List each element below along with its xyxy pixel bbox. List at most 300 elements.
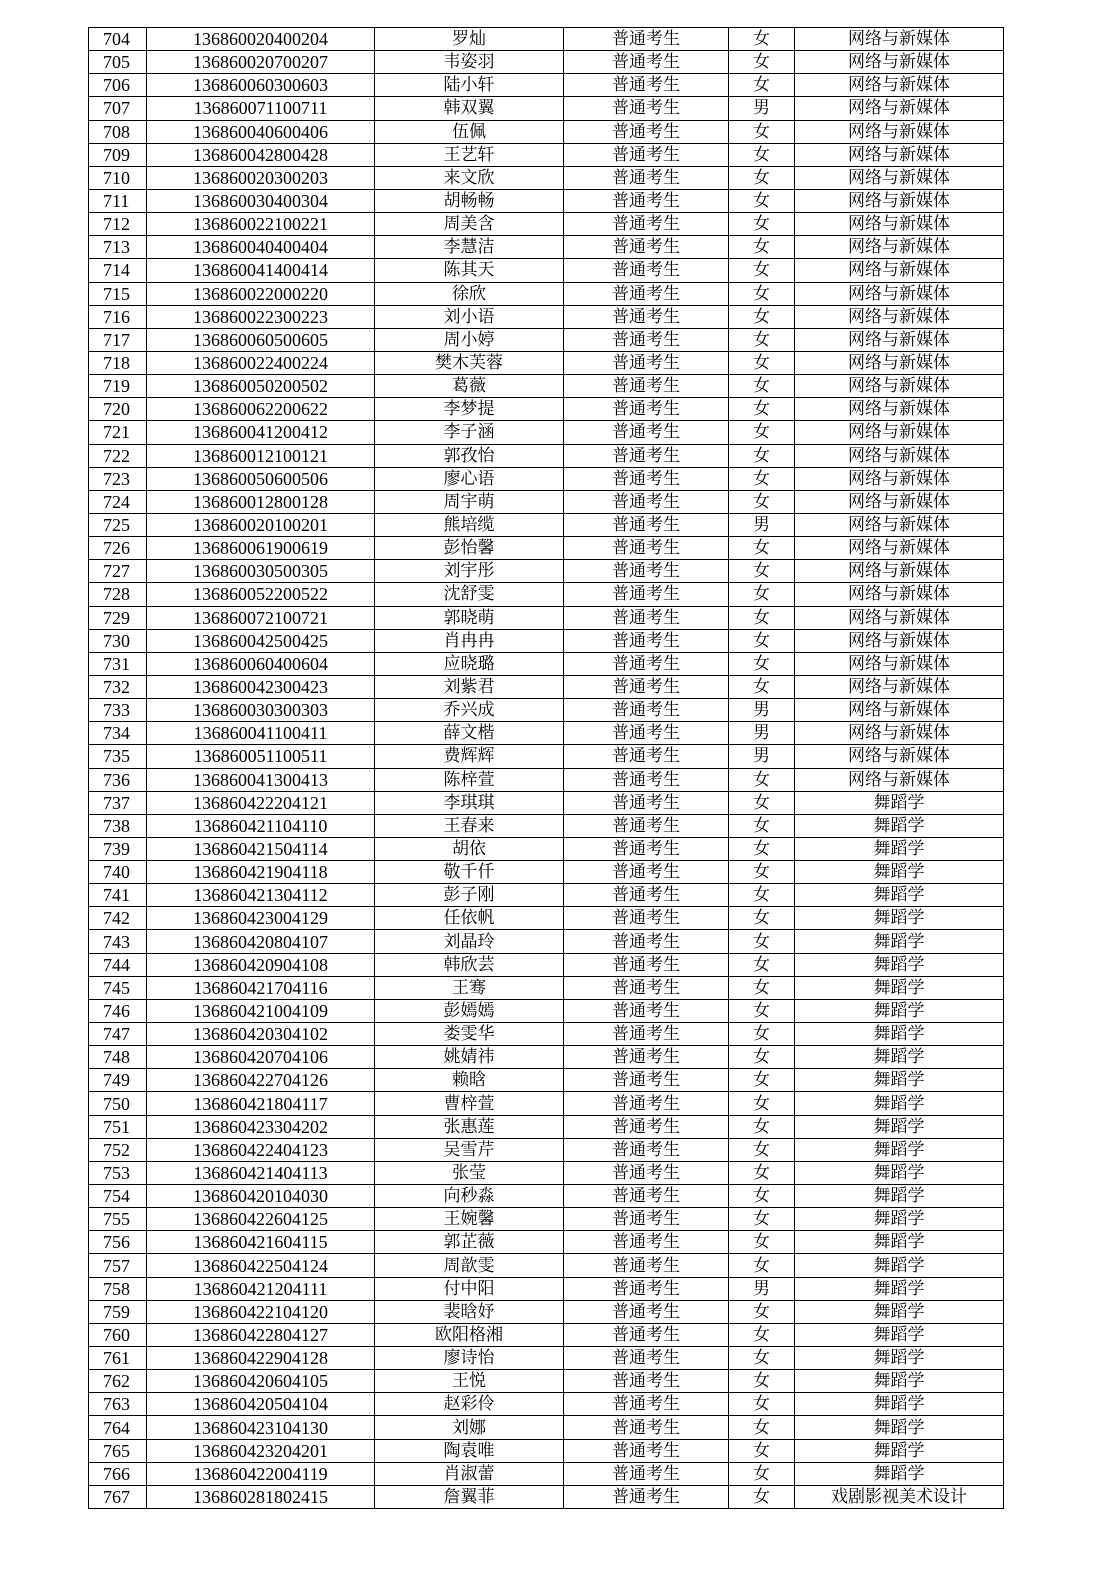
table-row	[89, 675, 1004, 698]
exam-id-cell: 136860421004109	[147, 999, 375, 1022]
row-number-cell: 759	[89, 1300, 147, 1323]
major-cell: 舞蹈学	[795, 907, 1004, 930]
row-number-cell: 741	[89, 884, 147, 907]
table-row	[89, 351, 1004, 374]
gender-cell: 女	[729, 74, 795, 97]
candidate-type-cell: 普通考生	[564, 791, 729, 814]
row-number-cell: 711	[89, 189, 147, 212]
student-name-cell: 彭子刚	[375, 884, 564, 907]
major-cell: 网络与新媒体	[795, 259, 1004, 282]
gender-cell: 女	[729, 652, 795, 675]
table-row	[89, 1231, 1004, 1254]
candidate-type-cell: 普通考生	[564, 305, 729, 328]
gender-cell: 女	[729, 490, 795, 513]
table-row	[89, 1069, 1004, 1092]
exam-id-cell: 136860420504104	[147, 1393, 375, 1416]
student-name-cell: 王婉馨	[375, 1208, 564, 1231]
candidate-type-cell: 普通考生	[564, 120, 729, 143]
student-name-cell: 韩双翼	[375, 97, 564, 120]
row-number-cell: 737	[89, 791, 147, 814]
student-name-cell: 李琪琪	[375, 791, 564, 814]
row-number-cell: 729	[89, 606, 147, 629]
major-cell: 舞蹈学	[795, 1115, 1004, 1138]
student-name-cell: 韩欣芸	[375, 953, 564, 976]
row-number-cell: 723	[89, 467, 147, 490]
row-number-cell: 744	[89, 953, 147, 976]
table-row	[89, 652, 1004, 675]
major-cell: 网络与新媒体	[795, 606, 1004, 629]
exam-id-cell: 136860421204111	[147, 1277, 375, 1300]
gender-cell: 女	[729, 884, 795, 907]
table-row	[89, 629, 1004, 652]
row-number-cell: 707	[89, 97, 147, 120]
student-name-cell: 乔兴成	[375, 699, 564, 722]
table-row	[89, 513, 1004, 536]
table-row	[89, 398, 1004, 421]
major-cell: 舞蹈学	[795, 1300, 1004, 1323]
gender-cell: 女	[729, 444, 795, 467]
student-name-cell: 罗灿	[375, 28, 564, 51]
major-cell: 网络与新媒体	[795, 143, 1004, 166]
row-number-cell: 719	[89, 375, 147, 398]
table-row	[89, 1092, 1004, 1115]
student-name-cell: 刘娜	[375, 1416, 564, 1439]
candidate-type-cell: 普通考生	[564, 143, 729, 166]
gender-cell: 男	[729, 722, 795, 745]
exam-id-cell: 136860421504114	[147, 837, 375, 860]
table-row	[89, 1185, 1004, 1208]
candidate-type-cell: 普通考生	[564, 1485, 729, 1508]
row-number-cell: 740	[89, 861, 147, 884]
exam-id-cell: 136860041300413	[147, 768, 375, 791]
gender-cell: 女	[729, 976, 795, 999]
gender-cell: 女	[729, 213, 795, 236]
exam-id-cell: 136860020300203	[147, 166, 375, 189]
row-number-cell: 731	[89, 652, 147, 675]
exam-id-cell: 136860422504124	[147, 1254, 375, 1277]
student-name-cell: 彭嫣嫣	[375, 999, 564, 1022]
major-cell: 舞蹈学	[795, 861, 1004, 884]
table-row	[89, 699, 1004, 722]
gender-cell: 女	[729, 375, 795, 398]
gender-cell: 女	[729, 1208, 795, 1231]
student-name-cell: 刘宇彤	[375, 560, 564, 583]
candidate-type-cell: 普通考生	[564, 328, 729, 351]
student-name-cell: 葛薇	[375, 375, 564, 398]
row-number-cell: 730	[89, 629, 147, 652]
candidate-type-cell: 普通考生	[564, 1092, 729, 1115]
row-number-cell: 747	[89, 1023, 147, 1046]
row-number-cell: 746	[89, 999, 147, 1022]
table-row	[89, 976, 1004, 999]
exam-id-cell: 136860022400224	[147, 351, 375, 374]
admission-list-sheet	[88, 27, 1003, 1509]
major-cell: 舞蹈学	[795, 1023, 1004, 1046]
student-name-cell: 吴雪芹	[375, 1138, 564, 1161]
row-number-cell: 748	[89, 1046, 147, 1069]
candidate-type-cell: 普通考生	[564, 675, 729, 698]
major-cell: 网络与新媒体	[795, 444, 1004, 467]
gender-cell: 女	[729, 1046, 795, 1069]
gender-cell: 女	[729, 143, 795, 166]
table-row	[89, 1370, 1004, 1393]
major-cell: 网络与新媒体	[795, 768, 1004, 791]
major-cell: 网络与新媒体	[795, 398, 1004, 421]
table-row	[89, 907, 1004, 930]
row-number-cell: 715	[89, 282, 147, 305]
candidate-type-cell: 普通考生	[564, 907, 729, 930]
candidate-type-cell: 普通考生	[564, 467, 729, 490]
student-name-cell: 郭孜怡	[375, 444, 564, 467]
row-number-cell: 764	[89, 1416, 147, 1439]
exam-id-cell: 136860030400304	[147, 189, 375, 212]
candidate-type-cell: 普通考生	[564, 1046, 729, 1069]
exam-id-cell: 136860422004119	[147, 1462, 375, 1485]
gender-cell: 女	[729, 1115, 795, 1138]
student-name-cell: 周小婷	[375, 328, 564, 351]
row-number-cell: 756	[89, 1231, 147, 1254]
candidate-type-cell: 普通考生	[564, 699, 729, 722]
table-row	[89, 490, 1004, 513]
gender-cell: 女	[729, 1023, 795, 1046]
exam-id-cell: 136860041200412	[147, 421, 375, 444]
row-number-cell: 710	[89, 166, 147, 189]
gender-cell: 男	[729, 97, 795, 120]
candidate-type-cell: 普通考生	[564, 1347, 729, 1370]
gender-cell: 女	[729, 1462, 795, 1485]
gender-cell: 女	[729, 1069, 795, 1092]
row-number-cell: 713	[89, 236, 147, 259]
candidate-type-cell: 普通考生	[564, 861, 729, 884]
candidate-type-cell: 普通考生	[564, 51, 729, 74]
table-row	[89, 375, 1004, 398]
exam-id-cell: 136860422204121	[147, 791, 375, 814]
student-name-cell: 熊培缆	[375, 513, 564, 536]
candidate-type-cell: 普通考生	[564, 259, 729, 282]
table-row	[89, 236, 1004, 259]
gender-cell: 女	[729, 1393, 795, 1416]
candidate-type-cell: 普通考生	[564, 166, 729, 189]
gender-cell: 女	[729, 467, 795, 490]
table-row	[89, 745, 1004, 768]
row-number-cell: 716	[89, 305, 147, 328]
table-row	[89, 1300, 1004, 1323]
major-cell: 舞蹈学	[795, 1254, 1004, 1277]
gender-cell: 女	[729, 1138, 795, 1161]
table-body	[89, 28, 1004, 1509]
gender-cell: 女	[729, 305, 795, 328]
exam-id-cell: 136860421604115	[147, 1231, 375, 1254]
student-name-cell: 陆小轩	[375, 74, 564, 97]
gender-cell: 女	[729, 398, 795, 421]
exam-id-cell: 136860421104110	[147, 814, 375, 837]
major-cell: 网络与新媒体	[795, 120, 1004, 143]
student-name-cell: 韦姿羽	[375, 51, 564, 74]
gender-cell: 女	[729, 606, 795, 629]
major-cell: 网络与新媒体	[795, 375, 1004, 398]
table-row	[89, 444, 1004, 467]
student-name-cell: 欧阳格湘	[375, 1323, 564, 1346]
row-number-cell: 732	[89, 675, 147, 698]
student-name-cell: 詹翼菲	[375, 1485, 564, 1508]
table-row	[89, 560, 1004, 583]
gender-cell: 女	[729, 1300, 795, 1323]
row-number-cell: 705	[89, 51, 147, 74]
student-name-cell: 张莹	[375, 1161, 564, 1184]
major-cell: 网络与新媒体	[795, 652, 1004, 675]
exam-id-cell: 136860423204201	[147, 1439, 375, 1462]
gender-cell: 女	[729, 1416, 795, 1439]
exam-id-cell: 136860020400204	[147, 28, 375, 51]
exam-id-cell: 136860420604105	[147, 1370, 375, 1393]
student-name-cell: 李子涵	[375, 421, 564, 444]
student-name-cell: 刘晶玲	[375, 930, 564, 953]
table-row	[89, 768, 1004, 791]
student-name-cell: 李慧洁	[375, 236, 564, 259]
row-number-cell: 751	[89, 1115, 147, 1138]
candidate-type-cell: 普通考生	[564, 74, 729, 97]
table-row	[89, 213, 1004, 236]
candidate-type-cell: 普通考生	[564, 282, 729, 305]
table-row	[89, 1439, 1004, 1462]
row-number-cell: 712	[89, 213, 147, 236]
exam-id-cell: 136860281802415	[147, 1485, 375, 1508]
table-row	[89, 722, 1004, 745]
exam-id-cell: 136860420304102	[147, 1023, 375, 1046]
exam-id-cell: 136860022100221	[147, 213, 375, 236]
student-name-cell: 周美含	[375, 213, 564, 236]
row-number-cell: 718	[89, 351, 147, 374]
row-number-cell: 706	[89, 74, 147, 97]
table-row	[89, 1254, 1004, 1277]
row-number-cell: 714	[89, 259, 147, 282]
row-number-cell: 752	[89, 1138, 147, 1161]
candidate-type-cell: 普通考生	[564, 1416, 729, 1439]
row-number-cell: 728	[89, 583, 147, 606]
exam-id-cell: 136860022300223	[147, 305, 375, 328]
exam-id-cell: 136860042300423	[147, 675, 375, 698]
gender-cell: 女	[729, 953, 795, 976]
candidate-type-cell: 普通考生	[564, 1323, 729, 1346]
admission-table	[88, 27, 1004, 1509]
candidate-type-cell: 普通考生	[564, 953, 729, 976]
exam-id-cell: 136860423104130	[147, 1416, 375, 1439]
row-number-cell: 721	[89, 421, 147, 444]
student-name-cell: 徐欣	[375, 282, 564, 305]
student-name-cell: 李梦提	[375, 398, 564, 421]
gender-cell: 女	[729, 166, 795, 189]
major-cell: 舞蹈学	[795, 1277, 1004, 1300]
student-name-cell: 付中阳	[375, 1277, 564, 1300]
exam-id-cell: 136860012100121	[147, 444, 375, 467]
major-cell: 戏剧影视美术设计	[795, 1485, 1004, 1508]
row-number-cell: 736	[89, 768, 147, 791]
candidate-type-cell: 普通考生	[564, 560, 729, 583]
major-cell: 舞蹈学	[795, 1347, 1004, 1370]
gender-cell: 女	[729, 1485, 795, 1508]
student-name-cell: 曹梓萱	[375, 1092, 564, 1115]
student-name-cell: 费辉辉	[375, 745, 564, 768]
exam-id-cell: 136860041400414	[147, 259, 375, 282]
exam-id-cell: 136860071100711	[147, 97, 375, 120]
major-cell: 舞蹈学	[795, 1161, 1004, 1184]
gender-cell: 女	[729, 907, 795, 930]
row-number-cell: 754	[89, 1185, 147, 1208]
table-row	[89, 1023, 1004, 1046]
major-cell: 网络与新媒体	[795, 490, 1004, 513]
table-row	[89, 1416, 1004, 1439]
table-row	[89, 166, 1004, 189]
major-cell: 网络与新媒体	[795, 28, 1004, 51]
table-row	[89, 120, 1004, 143]
student-name-cell: 廖诗怡	[375, 1347, 564, 1370]
table-row	[89, 143, 1004, 166]
row-number-cell: 708	[89, 120, 147, 143]
gender-cell: 女	[729, 1254, 795, 1277]
major-cell: 舞蹈学	[795, 976, 1004, 999]
gender-cell: 男	[729, 513, 795, 536]
candidate-type-cell: 普通考生	[564, 629, 729, 652]
row-number-cell: 766	[89, 1462, 147, 1485]
gender-cell: 女	[729, 768, 795, 791]
exam-id-cell: 136860072100721	[147, 606, 375, 629]
row-number-cell: 765	[89, 1439, 147, 1462]
gender-cell: 女	[729, 189, 795, 212]
exam-id-cell: 136860420704106	[147, 1046, 375, 1069]
student-name-cell: 刘小语	[375, 305, 564, 328]
major-cell: 网络与新媒体	[795, 74, 1004, 97]
candidate-type-cell: 普通考生	[564, 768, 729, 791]
candidate-type-cell: 普通考生	[564, 837, 729, 860]
student-name-cell: 张惠莲	[375, 1115, 564, 1138]
major-cell: 舞蹈学	[795, 999, 1004, 1022]
table-row	[89, 51, 1004, 74]
major-cell: 舞蹈学	[795, 953, 1004, 976]
major-cell: 网络与新媒体	[795, 467, 1004, 490]
gender-cell: 女	[729, 259, 795, 282]
candidate-type-cell: 普通考生	[564, 1370, 729, 1393]
candidate-type-cell: 普通考生	[564, 745, 729, 768]
candidate-type-cell: 普通考生	[564, 398, 729, 421]
major-cell: 舞蹈学	[795, 884, 1004, 907]
table-row	[89, 537, 1004, 560]
major-cell: 舞蹈学	[795, 814, 1004, 837]
row-number-cell: 738	[89, 814, 147, 837]
exam-id-cell: 136860422404123	[147, 1138, 375, 1161]
student-name-cell: 廖心语	[375, 467, 564, 490]
candidate-type-cell: 普通考生	[564, 722, 729, 745]
major-cell: 网络与新媒体	[795, 282, 1004, 305]
major-cell: 舞蹈学	[795, 837, 1004, 860]
table-row	[89, 999, 1004, 1022]
candidate-type-cell: 普通考生	[564, 189, 729, 212]
student-name-cell: 姚婧祎	[375, 1046, 564, 1069]
table-row	[89, 467, 1004, 490]
major-cell: 舞蹈学	[795, 1185, 1004, 1208]
major-cell: 网络与新媒体	[795, 51, 1004, 74]
candidate-type-cell: 普通考生	[564, 1393, 729, 1416]
table-row	[89, 74, 1004, 97]
major-cell: 网络与新媒体	[795, 560, 1004, 583]
candidate-type-cell: 普通考生	[564, 513, 729, 536]
exam-id-cell: 136860022000220	[147, 282, 375, 305]
candidate-type-cell: 普通考生	[564, 537, 729, 560]
table-row	[89, 930, 1004, 953]
major-cell: 网络与新媒体	[795, 421, 1004, 444]
exam-id-cell: 136860052200522	[147, 583, 375, 606]
major-cell: 网络与新媒体	[795, 699, 1004, 722]
row-number-cell: 749	[89, 1069, 147, 1092]
gender-cell: 女	[729, 236, 795, 259]
exam-id-cell: 136860420104030	[147, 1185, 375, 1208]
candidate-type-cell: 普通考生	[564, 1254, 729, 1277]
major-cell: 网络与新媒体	[795, 629, 1004, 652]
gender-cell: 女	[729, 1323, 795, 1346]
table-row	[89, 1115, 1004, 1138]
table-row	[89, 259, 1004, 282]
table-row	[89, 1393, 1004, 1416]
exam-id-cell: 136860421704116	[147, 976, 375, 999]
major-cell: 舞蹈学	[795, 1046, 1004, 1069]
candidate-type-cell: 普通考生	[564, 1069, 729, 1092]
major-cell: 网络与新媒体	[795, 305, 1004, 328]
row-number-cell: 725	[89, 513, 147, 536]
candidate-type-cell: 普通考生	[564, 930, 729, 953]
student-name-cell: 赵彩伶	[375, 1393, 564, 1416]
row-number-cell: 758	[89, 1277, 147, 1300]
table-row	[89, 282, 1004, 305]
candidate-type-cell: 普通考生	[564, 583, 729, 606]
candidate-type-cell: 普通考生	[564, 1023, 729, 1046]
major-cell: 网络与新媒体	[795, 722, 1004, 745]
major-cell: 舞蹈学	[795, 1439, 1004, 1462]
major-cell: 网络与新媒体	[795, 328, 1004, 351]
exam-id-cell: 136860421404113	[147, 1161, 375, 1184]
major-cell: 网络与新媒体	[795, 97, 1004, 120]
major-cell: 网络与新媒体	[795, 213, 1004, 236]
student-name-cell: 向秒淼	[375, 1185, 564, 1208]
major-cell: 网络与新媒体	[795, 745, 1004, 768]
gender-cell: 女	[729, 421, 795, 444]
row-number-cell: 727	[89, 560, 147, 583]
candidate-type-cell: 普通考生	[564, 1185, 729, 1208]
student-name-cell: 樊木芙蓉	[375, 351, 564, 374]
student-name-cell: 郭芷薇	[375, 1231, 564, 1254]
student-name-cell: 娄雯华	[375, 1023, 564, 1046]
exam-id-cell: 136860040600406	[147, 120, 375, 143]
student-name-cell: 薛文楷	[375, 722, 564, 745]
student-name-cell: 陶袁唯	[375, 1439, 564, 1462]
exam-id-cell: 136860423004129	[147, 907, 375, 930]
student-name-cell: 陈梓萱	[375, 768, 564, 791]
table-row	[89, 1046, 1004, 1069]
student-name-cell: 王悦	[375, 1370, 564, 1393]
student-name-cell: 来文欣	[375, 166, 564, 189]
major-cell: 网络与新媒体	[795, 189, 1004, 212]
row-number-cell: 745	[89, 976, 147, 999]
gender-cell: 女	[729, 837, 795, 860]
major-cell: 舞蹈学	[795, 930, 1004, 953]
student-name-cell: 肖淑蕾	[375, 1462, 564, 1485]
row-number-cell: 762	[89, 1370, 147, 1393]
candidate-type-cell: 普通考生	[564, 236, 729, 259]
table-row	[89, 861, 1004, 884]
major-cell: 网络与新媒体	[795, 236, 1004, 259]
student-name-cell: 沈舒雯	[375, 583, 564, 606]
gender-cell: 男	[729, 699, 795, 722]
student-name-cell: 周宇萌	[375, 490, 564, 513]
exam-id-cell: 136860422704126	[147, 1069, 375, 1092]
